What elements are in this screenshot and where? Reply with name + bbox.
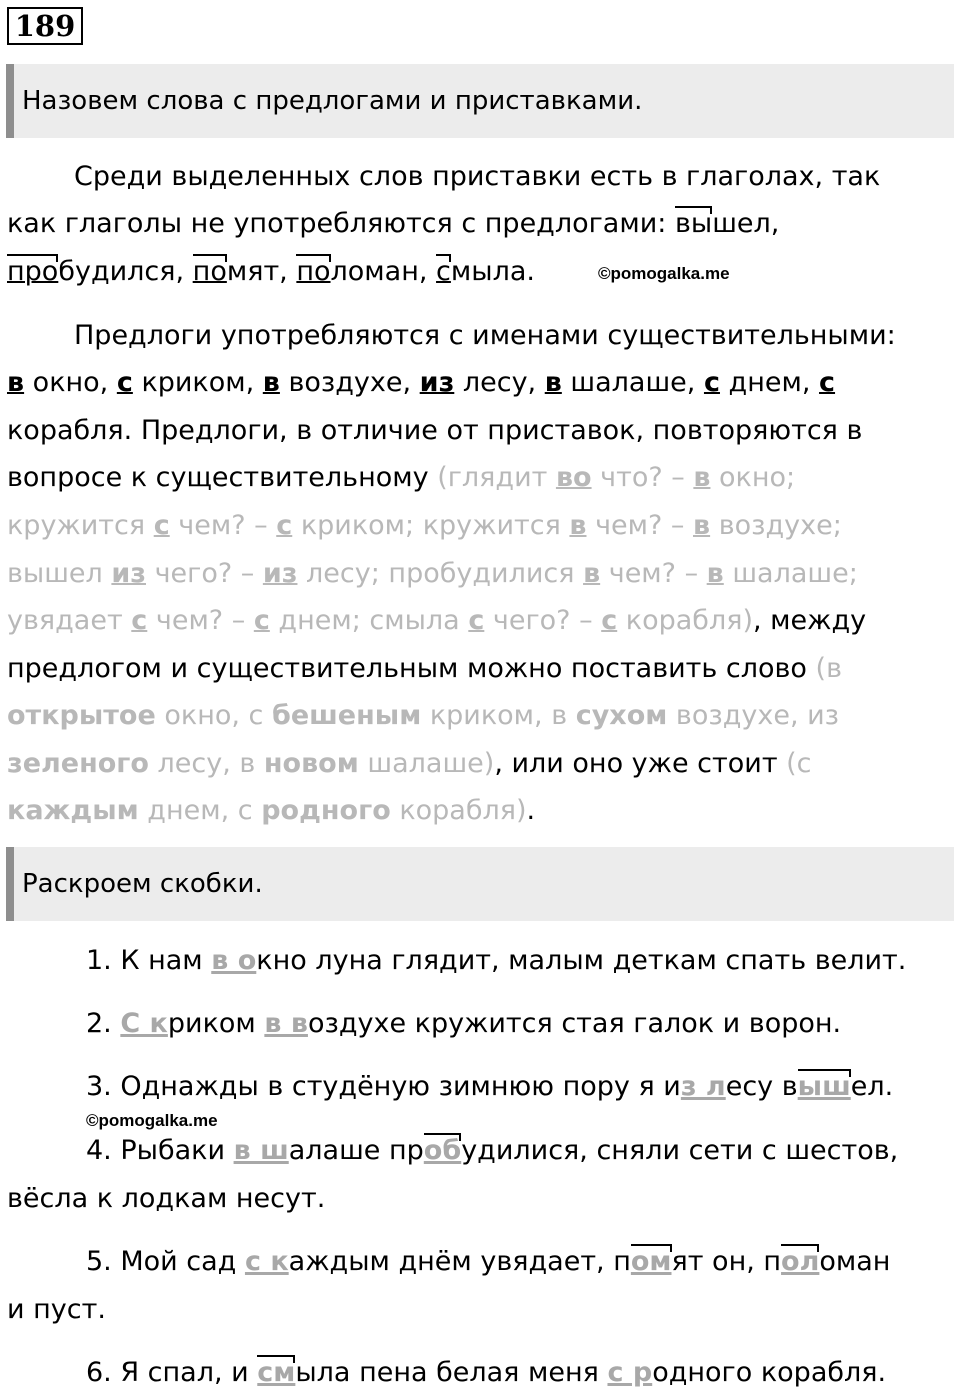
watermark: ©pomogalka.me — [86, 1111, 218, 1130]
p2-line-3: корабля. Предлоги, в отличие от приставок, повторяются в — [7, 415, 863, 446]
prefix-mark: по — [296, 256, 331, 287]
sentence-1: 1. К нам в окно луна глядит, малым деткам спать велит. — [86, 945, 907, 976]
p2-line-10: зеленого лесу, в новом шалаше), или оно уже стоит (с — [7, 748, 812, 779]
prefix-mark: про — [7, 256, 59, 287]
prefix-mark: ол — [781, 1246, 820, 1277]
sentence-3: 3. Однажды в студёную зимнюю пору я из лесу вышел. — [86, 1071, 894, 1102]
p1-line-3: пробудился, помят, поломан, смыла. — [7, 256, 535, 287]
heading-text: Раскроем скобки. — [22, 869, 263, 899]
sentence-4: 4. Рыбаки в шалаше пробудилися, сняли сети с шестов, — [86, 1135, 899, 1166]
sentence-2: 2. С криком в воздухе кружится стая галок и ворон. — [86, 1008, 842, 1039]
heading-text: Назовем слова с предлогами и приставками. — [22, 86, 643, 116]
p2-line-9: открытое окно, с бешеным криком, в сухом воздухе, из — [7, 700, 840, 731]
sentence-5-cont: и пуст. — [7, 1294, 106, 1325]
p2-line-5: кружится с чем? – с криком; кружится в чем? – в воздухе; — [7, 510, 842, 541]
p2-line-11: каждым днем, с родного корабля). — [7, 795, 536, 826]
prefix-mark: по — [192, 256, 227, 287]
task-number: 189 — [7, 7, 83, 45]
section-heading-2 — [6, 847, 954, 921]
prefix-mark: с — [436, 256, 451, 287]
sentence-4-cont: вёсла к лодкам несут. — [7, 1183, 326, 1214]
sentence-5: 5. Мой сад с каждым днём увядает, помят он, поломан — [86, 1246, 891, 1277]
p2-line-7: увядает с чем? – с днем; смыла с чего? – с корабля), между — [7, 605, 867, 636]
prefix-mark: об — [423, 1135, 462, 1166]
p1-line-1: Среди выделенных слов приставки есть в глаголах, так — [74, 161, 881, 192]
p2-line-1: Предлоги употребляются с именами существительными: — [74, 320, 896, 351]
p2-line-2: в окно, с криком, в воздухе, из лесу, в шалаше, с днем, с — [7, 367, 836, 398]
section-heading-1 — [6, 64, 954, 138]
p2-line-8: предлогом и существительным можно поставить слово (в — [7, 653, 842, 684]
p2-line-6: вышел из чего? – из лесу; пробудилися в чем? – в шалаше; — [7, 558, 858, 589]
watermark: ©pomogalka.me — [598, 264, 730, 283]
prefix-mark: вы — [674, 208, 713, 239]
sentence-6: 6. Я спал, и смыла пена белая меня с родного корабля. — [86, 1357, 887, 1388]
prefix-mark: см — [257, 1357, 296, 1388]
p2-line-4: вопросе к существительному (глядит во что? – в окно; — [7, 462, 796, 493]
prefix-mark: ыш — [797, 1071, 851, 1102]
p1-line-2: как глаголы не употребляются с предлогами: вышел, — [7, 208, 780, 239]
prefix-mark: ом — [630, 1246, 672, 1277]
